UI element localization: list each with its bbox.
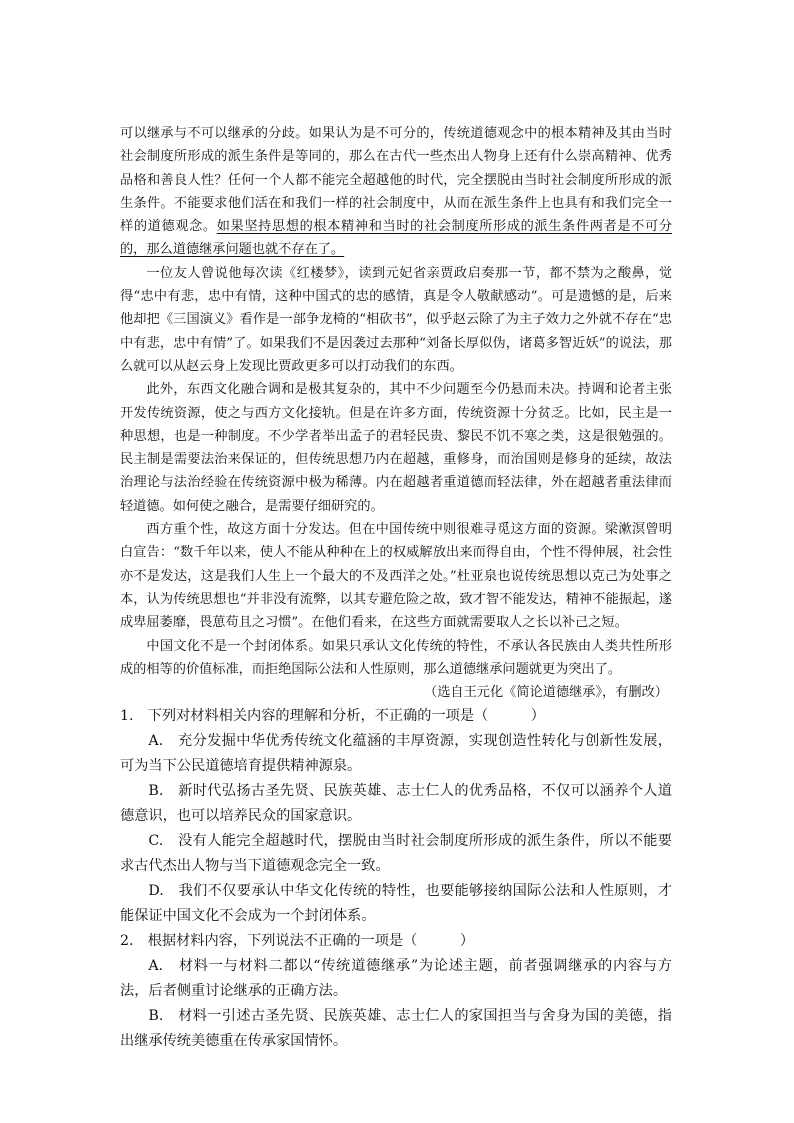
passage-paragraph-3: 此外，东西文化融合调和是极其复杂的，其中不少问题至今仍悬而未决。持调和论者主张开发传统资源，使之与西方文化接轨。但是在许多方面，传统资源十分贫乏。比如，民主是一种思想，也是一种制度。不少学者举出孟子的君轻民贵、黎民不饥不寒之类，这是很勉强的。民主制是需要法治来保证的，但传统思想乃内在超越，重修身，而治国则是修身的延续，故法治理论与法治经验在传统资源中极为稀薄。内在超越者重道德而轻法律，外在超越者重法律而轻道德。如何使之融合，是需要仔细研究的。: [120, 382, 672, 514]
question-1-option-c: C. 没有人能完全超越时代，摆脱由当时社会制度所形成的派生条件，所以不能要求古代杰出人物与当下道德观念完全一致。: [120, 833, 672, 875]
question-1-option-b: B. 新时代弘扬古圣先贤、民族英雄、志士仁人的优秀品格，不仅可以涵养个人道德意识，也可以培养民众的国家意识。: [120, 783, 672, 825]
question-1-stem: 1. 下列对材料相关内容的理解和分析，不正确的一项是（ ）: [120, 708, 545, 725]
passage-paragraph-4: 西方重个性，故这方面十分发达。但在中国传统中则很难寻觅这方面的资源。梁漱溟曾明白宣告：“数千年以来，使人不能从种种在上的权威解放出来而得自由，个性不得伸展，社会性亦不是发达，这是我们人生上一个最大的不及西洋之处。”杜亚泉也说传统思想以克己为处事之本，认为传统思想也“并非没有流弊，以其专避危险之故，致才智不能发达，精神不能振起，遂成卑屈萎靡，畏葸苟且之习惯”。在他们看来，在这些方面就需要取人之长以补己之短。: [120, 522, 672, 631]
passage-source: （选自王元化《简论道德继承》，有删改）: [424, 685, 668, 701]
document-page: [120, 122, 672, 1054]
question-1-option-d: D. 我们不仅要承认中华文化传统的特性，也要能够接纳国际公法和人性原则，才能保证中国文化不会成为一个封闭体系。: [120, 883, 672, 925]
question-2-option-a: A. 材料一与材料二都以“传统道德继承”为论述主题，前者强调继承的内容与方法，后者侧重讨论继承的正确方法。: [120, 958, 672, 1000]
passage-paragraph-1-text: 可以继承与不可以继承的分歧。如果认为是不可分的，传统道德观念中的根本精神及其由当时社会制度所形成的派生条件是等同的，那么在古代一些杰出人物身上还有什么崇高精神、优秀品格和善良人性？任何一个人都不能完全超越他的时代，完全摆脱由当时社会制度所形成的派生条件。不能要求他们活在和我们一样的社会制度中，从而在派生条件上也具有和我们完全一样的道德观念。: [120, 126, 672, 235]
passage-paragraph-2: 一位友人曾说他每次读《红楼梦》，读到元妃省亲贾政启奏那一节，都不禁为之酸鼻，觉得“忠中有悲，忠中有情，这种中国式的忠的感情，真是令人敬献感动”。可是遗憾的是，后来他却把《三国演义》看作是一部争龙椅的“相砍书”，似乎赵云除了为主子效力之外就不存在“忠中有悲，忠中有情”了。如果我们不是因袭过去那种“刘备长厚似伪，诸葛多智近妖”的说法，那么就可以从赵云身上发现比贾政更多可以打动我们的东西。: [120, 265, 672, 374]
passage-paragraph-1: [120, 122, 672, 262]
underlined-sentence: 如果坚持思想的根本精神和当时的社会制度所形成的派生条件两者是不可分的，那么道德继承问题也就不存在了。: [120, 219, 673, 258]
passage-paragraph-5: 中国文化不是一个封闭体系。如果只承认文化传统的特性，不承认各民族由人类共性所形成的相等的价值标准，而拒绝国际公法和人性原则，那么道德继承问题就更为突出了。: [120, 638, 672, 677]
question-2-stem: 2. 根据材料内容，下列说法不正确的一项是（ ）: [120, 933, 475, 950]
question-1-option-a: A. 充分发掘中华优秀传统文化蕴涵的丰厚资源，实现创造性转化与创新性发展，可为当下公民道德培育提供精神源泉。: [120, 733, 672, 775]
question-2-option-b: B. 材料一引述古圣先贤、民族英雄、志士仁人的家国担当与舍身为国的美德，指出继承传统美德重在传承家国情怀。: [120, 1008, 672, 1050]
